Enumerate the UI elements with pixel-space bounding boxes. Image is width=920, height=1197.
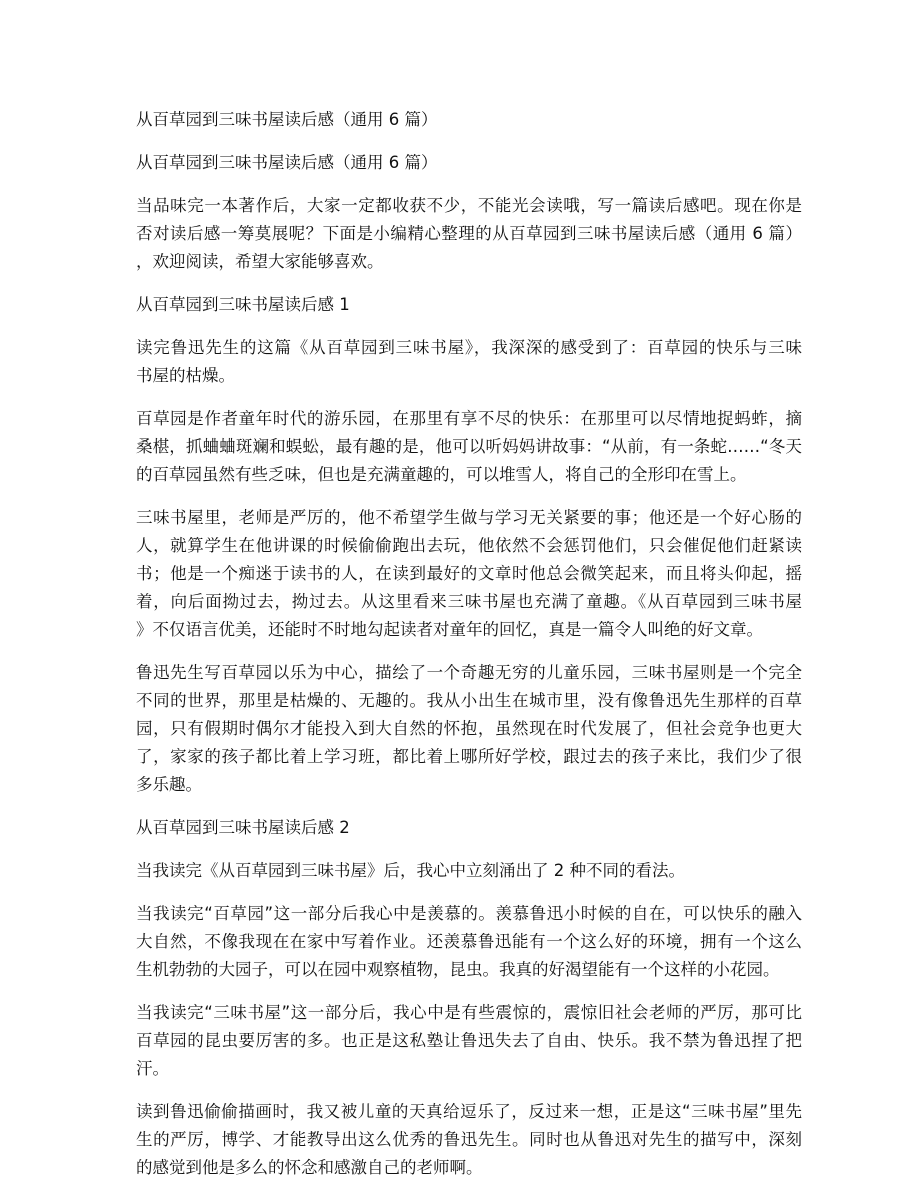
text-line: 不同的世界，那里是枯燥的、无趣的。我从小出生在城市里，没有像鲁迅先生那样的百草 [136, 691, 802, 710]
text-line: 桑椹，抓蛐蛐斑斓和蜈蚣，最有趣的是，他可以听妈妈讲故事：“从前，有一条蛇……“冬天 [136, 437, 802, 456]
paragraph-list [136, 192, 802, 1182]
document-title [136, 106, 802, 134]
text-line: 否对读后感一筹莫展呢？下面是小编精心整理的从百草园到三味书屋读后感（通用 6 篇） [136, 224, 802, 243]
document-subtitle [136, 149, 802, 177]
paragraph [136, 659, 802, 799]
text-line: 当我读完“三味书屋”这一部分后，我心中是有些震惊的，震惊旧社会老师的严厉，那可比 [136, 1003, 802, 1022]
text-line: 百草园是作者童年时代的游乐园，在那里有享不尽的快乐：在那里可以尽情地捉蚂蚱，摘 [136, 409, 802, 428]
paragraph [136, 405, 802, 489]
document-body [136, 106, 802, 1197]
subtitle-text: 从百草园到三味书屋读后感（通用 6 篇） [136, 153, 438, 172]
section-heading [136, 291, 802, 319]
text-line: ，欢迎阅读，希望大家能够喜欢。 [136, 252, 384, 271]
text-line: 大自然，不像我现在在家中写着作业。还羡慕鲁迅能有一个这么好的环境，拥有一个这么 [136, 932, 802, 951]
text-line: 从百草园到三味书屋读后感 2 [136, 818, 350, 837]
text-line: 汗。 [136, 1059, 169, 1078]
text-line: 百草园的昆虫要厉害的多。也正是这私塾让鲁迅失去了自由、快乐。我不禁为鲁迅捏了把 [136, 1031, 802, 1050]
text-line: 人，就算学生在他讲课的时候偷偷跑出去玩，他依然不会惩罚他们，只会催促他们赶紧读 [136, 536, 802, 555]
text-line: 书屋的枯燥。 [136, 366, 235, 385]
text-line: 生机勃勃的大园子，可以在园中观察植物，昆虫。我真的好渴望能有一个这样的小花园。 [136, 960, 780, 979]
text-line: 当我读完“百草园”这一部分后我心中是羡慕的。羡慕鲁迅小时候的自在，可以快乐的融入 [136, 904, 802, 923]
text-line: 从百草园到三味书屋读后感 1 [136, 295, 350, 314]
paragraph [136, 1098, 802, 1182]
text-line: 三味书屋里，老师是严厉的，他不希望学生做与学习无关紧要的事；他还是一个好心肠的 [136, 508, 802, 527]
text-line: 鲁迅先生写百草园以乐为中心，描绘了一个奇趣无穷的儿童乐园，三味书屋则是一个完全 [136, 663, 802, 682]
paragraph [136, 900, 802, 984]
paragraph [136, 504, 802, 644]
text-line: 多乐趣。 [136, 775, 202, 794]
title-text: 从百草园到三味书屋读后感（通用 6 篇） [136, 110, 438, 129]
text-line: 书；他是一个痴迷于读书的人，在读到最好的文章时他总会微笑起来，而且将头仰起，摇 [136, 564, 802, 583]
section-heading [136, 814, 802, 842]
paragraph [136, 857, 802, 885]
text-line: 的百草园虽然有些乏味，但也是充满童趣的，可以堆雪人，将自己的全形印在雪上。 [136, 465, 747, 484]
text-line: 的感觉到他是多么的怀念和感激自己的老师啊。 [136, 1158, 483, 1177]
text-line: 了，家家的孩子都比着上学习班，都比着上哪所好学校，跟过去的孩子来比，我们少了很 [136, 747, 802, 766]
text-line: 》不仅语言优美，还能时不时地勾起读者对童年的回忆，真是一篇令人叫绝的好文章。 [136, 620, 763, 639]
text-line: 当我读完《从百草园到三味书屋》后，我心中立刻涌出了 2 种不同的看法。 [136, 861, 685, 880]
text-line: 当品味完一本著作后，大家一定都收获不少，不能光会读哦，写一篇读后感吧。现在你是 [136, 196, 802, 215]
text-line: 读完鲁迅先生的这篇《从百草园到三味书屋》，我深深的感受到了：百草园的快乐与三味 [136, 338, 802, 357]
text-line: 着，向后面拗过去，拗过去。从这里看来三味书屋也充满了童趣。《从百草园到三味书屋 [136, 592, 802, 611]
paragraph [136, 334, 802, 390]
text-line: 读到鲁迅偷偷描画时，我又被儿童的天真给逗乐了，反过来一想，正是这“三味书屋”里先 [136, 1102, 802, 1121]
paragraph [136, 192, 802, 276]
text-line: 生的严厉，博学、才能教导出这么优秀的鲁迅先生。同时也从鲁迅对先生的描写中，深刻 [136, 1130, 802, 1149]
text-line: 园，只有假期时偶尔才能投入到大自然的怀抱，虽然现在时代发展了，但社会竞争也更大 [136, 719, 802, 738]
paragraph [136, 999, 802, 1083]
